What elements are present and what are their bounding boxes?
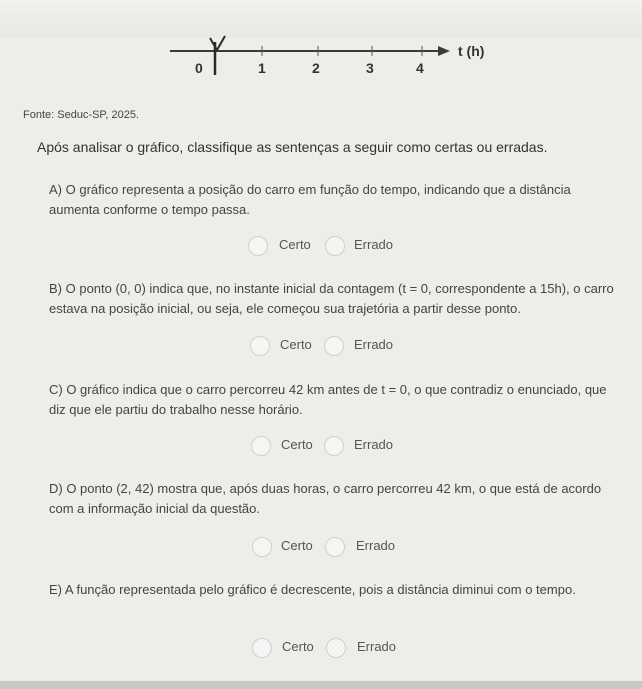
tick-label-4: 4 [416, 60, 424, 76]
label-certo-c[interactable]: Certo [281, 437, 313, 452]
answer-options-b [0, 336, 642, 360]
time-axis-graphic [170, 30, 520, 90]
answer-options-a [0, 236, 642, 260]
radio-certo-a[interactable] [248, 236, 268, 256]
question-d: D) O ponto (2, 42) mostra que, após duas horas, o carro percorreu 42 km, o que está de acordo com a informação inicial da questão. [49, 481, 602, 516]
radio-certo-d[interactable] [252, 537, 272, 557]
label-certo-e[interactable]: Certo [282, 639, 314, 654]
tick-label-1: 1 [258, 60, 266, 76]
label-certo-d[interactable]: Certo [281, 538, 313, 553]
tick-label-3: 3 [366, 60, 374, 76]
radio-certo-b[interactable] [250, 336, 270, 356]
instructions: Após analisar o gráfico, classifique as sentenças a seguir como certas ou erradas. [37, 139, 548, 155]
axis-label-time: t (h) [458, 43, 485, 59]
label-errado-c[interactable]: Errado [354, 437, 394, 452]
radio-certo-e[interactable] [252, 638, 272, 658]
question-a: A) O gráfico representa a posição do carro em função do tempo, indicando que a distância aumenta conforme o tempo passa. [49, 182, 571, 217]
label-errado-a[interactable]: Errado [354, 237, 394, 252]
graph-curve-stub [210, 36, 225, 50]
answer-options-c [0, 436, 642, 460]
question-b: B) O ponto (0, 0) indica que, no instante inicial da contagem (t = 0, correspondente a 15h), o carro estava na posição inicial, ou seja, ele começou sua trajetória a partir desse ponto. [49, 281, 614, 316]
radio-errado-b[interactable] [324, 336, 344, 356]
source-caption: Fonte: Seduc-SP, 2025. [23, 109, 139, 121]
tick-label-0: 0 [195, 60, 203, 76]
tick-label-2: 2 [312, 60, 320, 76]
bottom-edge [0, 681, 642, 689]
radio-errado-e[interactable] [326, 638, 346, 658]
label-errado-d[interactable]: Errado [356, 538, 396, 553]
answer-options-d [0, 537, 642, 561]
radio-certo-c[interactable] [251, 436, 271, 456]
answer-options-e [0, 638, 642, 662]
question-c: C) O gráfico indica que o carro percorreu 42 km antes de t = 0, o que contradiz o enunciado, que diz que ele partiu do trabalho nesse horário. [49, 382, 607, 417]
label-errado-b[interactable]: Errado [354, 337, 394, 352]
label-certo-a[interactable]: Certo [279, 237, 311, 252]
radio-errado-a[interactable] [325, 236, 345, 256]
radio-errado-d[interactable] [325, 537, 345, 557]
question-e: E) A função representada pelo gráfico é decrescente, pois a distância diminui com o tempo. [49, 582, 576, 597]
radio-errado-c[interactable] [324, 436, 344, 456]
axis-arrow [438, 46, 450, 56]
label-errado-e[interactable]: Errado [357, 639, 397, 654]
time-axis [170, 30, 520, 90]
label-certo-b[interactable]: Certo [280, 337, 312, 352]
